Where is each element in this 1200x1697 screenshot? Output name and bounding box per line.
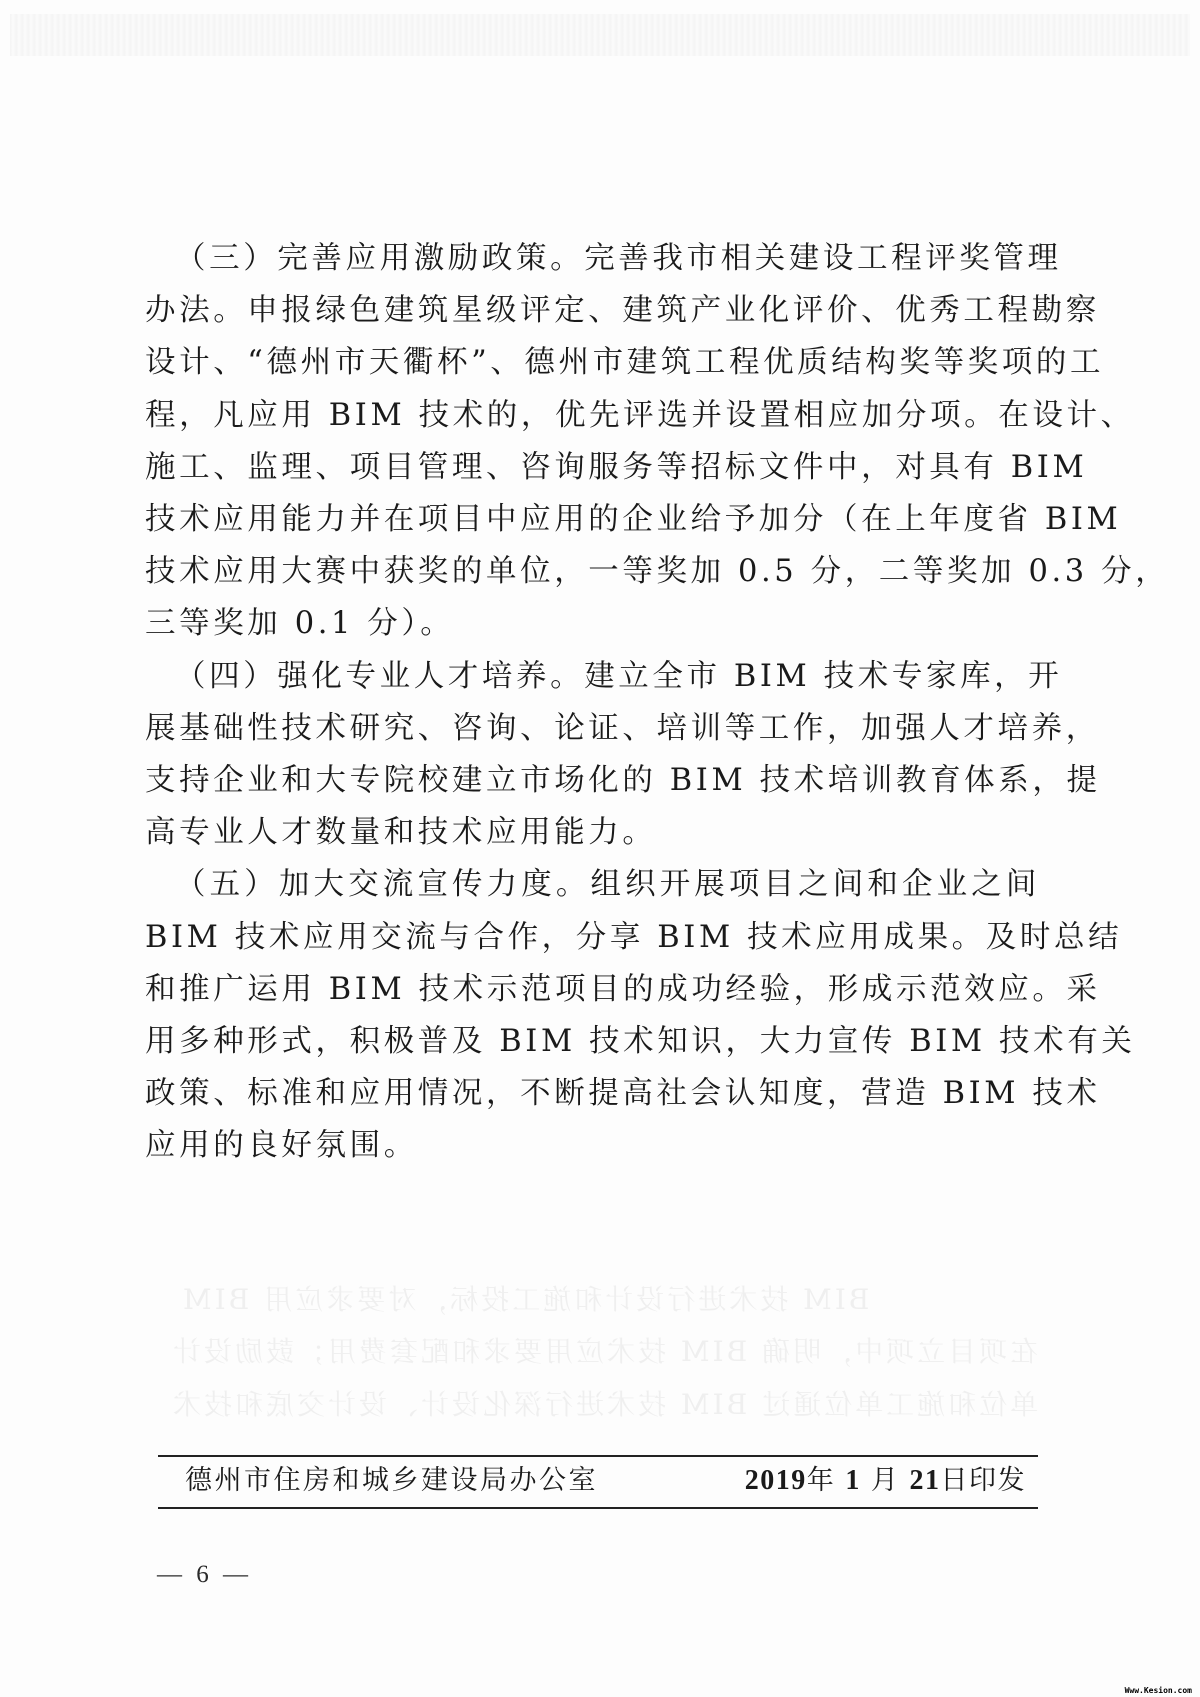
- text-line: 和推广运用 BIM 技术示范项目的成功经验，形成示范效应。采: [145, 971, 1101, 1007]
- year-unit: 年: [806, 1465, 836, 1496]
- text-line: （三）完善应用激励政策。完善我市相关建设工程评奖管理: [175, 241, 1062, 276]
- scan-artifact-band: [10, 14, 1190, 56]
- issuance-footer: [158, 1455, 1038, 1509]
- issue-month: 1: [845, 1465, 861, 1496]
- page-number: — 6 —: [157, 1561, 252, 1588]
- text-line: 技术应用能力并在项目中应用的企业给予加分（在上年度省 BIM: [145, 502, 1122, 538]
- paragraph-section-4: [145, 651, 1101, 860]
- text-line: （五）加大交流宣传力度。组织开展项目之间和企业之间: [175, 867, 1040, 903]
- text-line: （四）强化专业人才培养。建立全市 BIM 技术专家库，开: [175, 658, 1063, 694]
- issue-year: 2019: [744, 1465, 807, 1496]
- text-line: BIM 技术应用交流与合作，分享 BIM 技术应用成果。及时总结: [145, 919, 1123, 955]
- text-line: 程，凡应用 BIM 技术的，优先评选并设置相应加分项。在设计、: [145, 397, 1135, 433]
- month-unit: 月: [870, 1465, 900, 1496]
- text-line: 政策、标准和应用情况，不断提高社会认知度，营造 BIM 技术: [145, 1076, 1101, 1112]
- text-line: 展基础性技术研究、咨询、论证、培训等工作，加强人才培养，: [145, 710, 1100, 746]
- bleed-through-text: 在项目立项中，明确 BIM 技术应用要求和配套费用；鼓励设计: [170, 1335, 1039, 1368]
- day-unit: 日印发: [940, 1465, 1026, 1496]
- text-line: 应用的良好氛围。: [145, 1128, 418, 1164]
- text-line: 施工、监理、项目管理、咨询服务等招标文件中，对具有 BIM: [145, 449, 1088, 485]
- issuer-name: 德州市住房和城乡建设局办公室: [185, 1465, 598, 1496]
- paragraph-section-3: [145, 233, 1170, 651]
- text-line: 技术应用大赛中获奖的单位，一等奖加 0.5 分，二等奖加 0.3 分，: [145, 554, 1170, 590]
- issue-date: [745, 1463, 1026, 1499]
- issue-day: 21: [909, 1465, 941, 1496]
- text-line: 高专业人才数量和技术应用能力。: [145, 815, 657, 851]
- site-watermark: Www.Kesion.com: [1124, 1686, 1192, 1695]
- bleed-through-text: BIM 技术进行设计和施工投标，对要求应用 BIM: [180, 1283, 870, 1316]
- text-line: 支持企业和大专院校建立市场化的 BIM 技术培训教育体系，提: [145, 763, 1101, 799]
- bleed-through-text: 单位和施工单位通过 BIM 技术进行深化设计、设计交底和技术: [170, 1388, 1039, 1421]
- document-body: [145, 233, 1170, 1173]
- paragraph-section-5: [145, 859, 1136, 1172]
- text-line: 用多种形式，积极普及 BIM 技术知识，大力宣传 BIM 技术有关: [145, 1024, 1136, 1060]
- text-line: 办法。申报绿色建筑星级评定、建筑产业化评价、优秀工程勘察: [145, 293, 1100, 329]
- text-line: 设计、“德州市天衢杯”、德州市建筑工程优质结构奖等奖项的工: [145, 345, 1105, 381]
- text-line: 三等奖加 0.1 分）。: [145, 606, 455, 642]
